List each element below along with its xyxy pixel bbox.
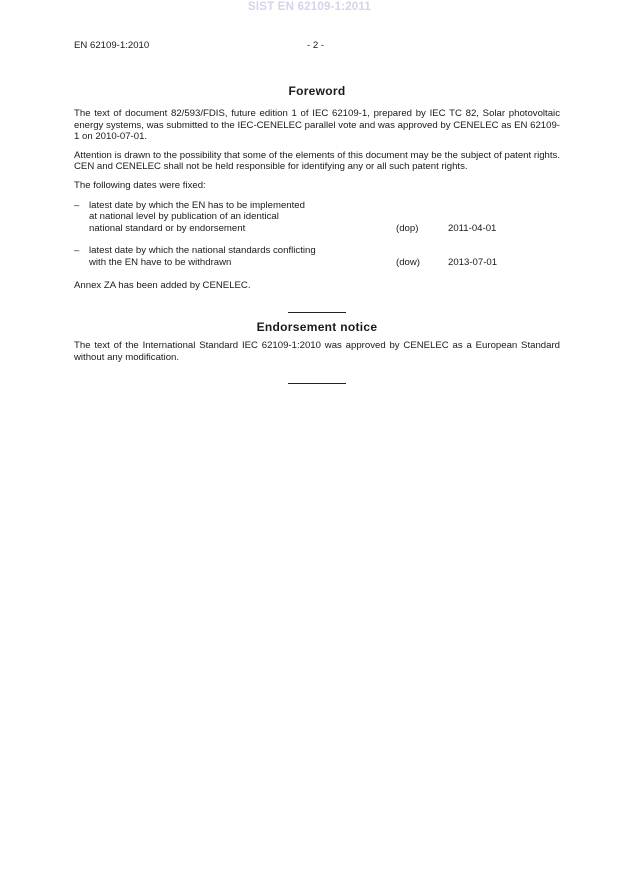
page-content	[74, 84, 560, 384]
list-dash: –	[74, 245, 80, 257]
date-abbreviation: (dow)	[396, 256, 420, 268]
date-abbreviation: (dop)	[396, 222, 419, 234]
foreword-paragraph: The text of document 82/593/FDIS, future edition 1 of IEC 62109-1, prepared by IEC TC 82, Solar photovoltaic energy systems, was submitted to the IEC-CENELEC parallel vote and was approved by CENELEC as EN 62109-1 on 2010-07-01.	[74, 108, 560, 143]
dates-list	[74, 200, 560, 269]
section-divider	[288, 312, 346, 313]
patent-paragraph: Attention is drawn to the possibility that some of the elements of this document may be the subject of patent rights. CEN and CENELEC shall not be held responsible for identifying any or all such patent rights.	[74, 149, 560, 173]
foreword-title: Foreword	[288, 84, 346, 98]
annex-note: Annex ZA has been added by CENELEC.	[74, 279, 251, 291]
endorsement-paragraph: The text of the International Standard IEC 62109-1:2010 was approved by CENELEC as a European Standard without any modification.	[74, 340, 560, 363]
date-description	[89, 200, 379, 235]
document-id: EN 62109-1:2010	[74, 40, 150, 51]
date-item-dop	[74, 200, 560, 235]
date-value: 2013-07-01	[448, 256, 498, 268]
list-dash: –	[74, 199, 80, 211]
description-line: latest date by which the national standards conflicting	[89, 245, 316, 257]
section-divider	[288, 383, 346, 384]
page-number: - 2 -	[307, 40, 325, 51]
description-line: with the EN have to be withdrawn	[89, 256, 232, 268]
dates-intro: The following dates were fixed:	[74, 179, 206, 191]
date-value: 2011-04-01	[448, 222, 497, 234]
description-line: national standard or by endorsement	[89, 222, 246, 234]
date-description	[89, 245, 379, 268]
date-item-dow	[74, 245, 560, 268]
watermark: SIST EN 62109-1:2011	[248, 1, 371, 13]
description-line: at national level by publication of an identical	[89, 211, 279, 223]
endorsement-section	[74, 320, 560, 363]
foreword-section	[74, 84, 560, 291]
endorsement-title: Endorsement notice	[256, 320, 378, 335]
description-line: latest date by which the EN has to be implemented	[89, 199, 305, 211]
